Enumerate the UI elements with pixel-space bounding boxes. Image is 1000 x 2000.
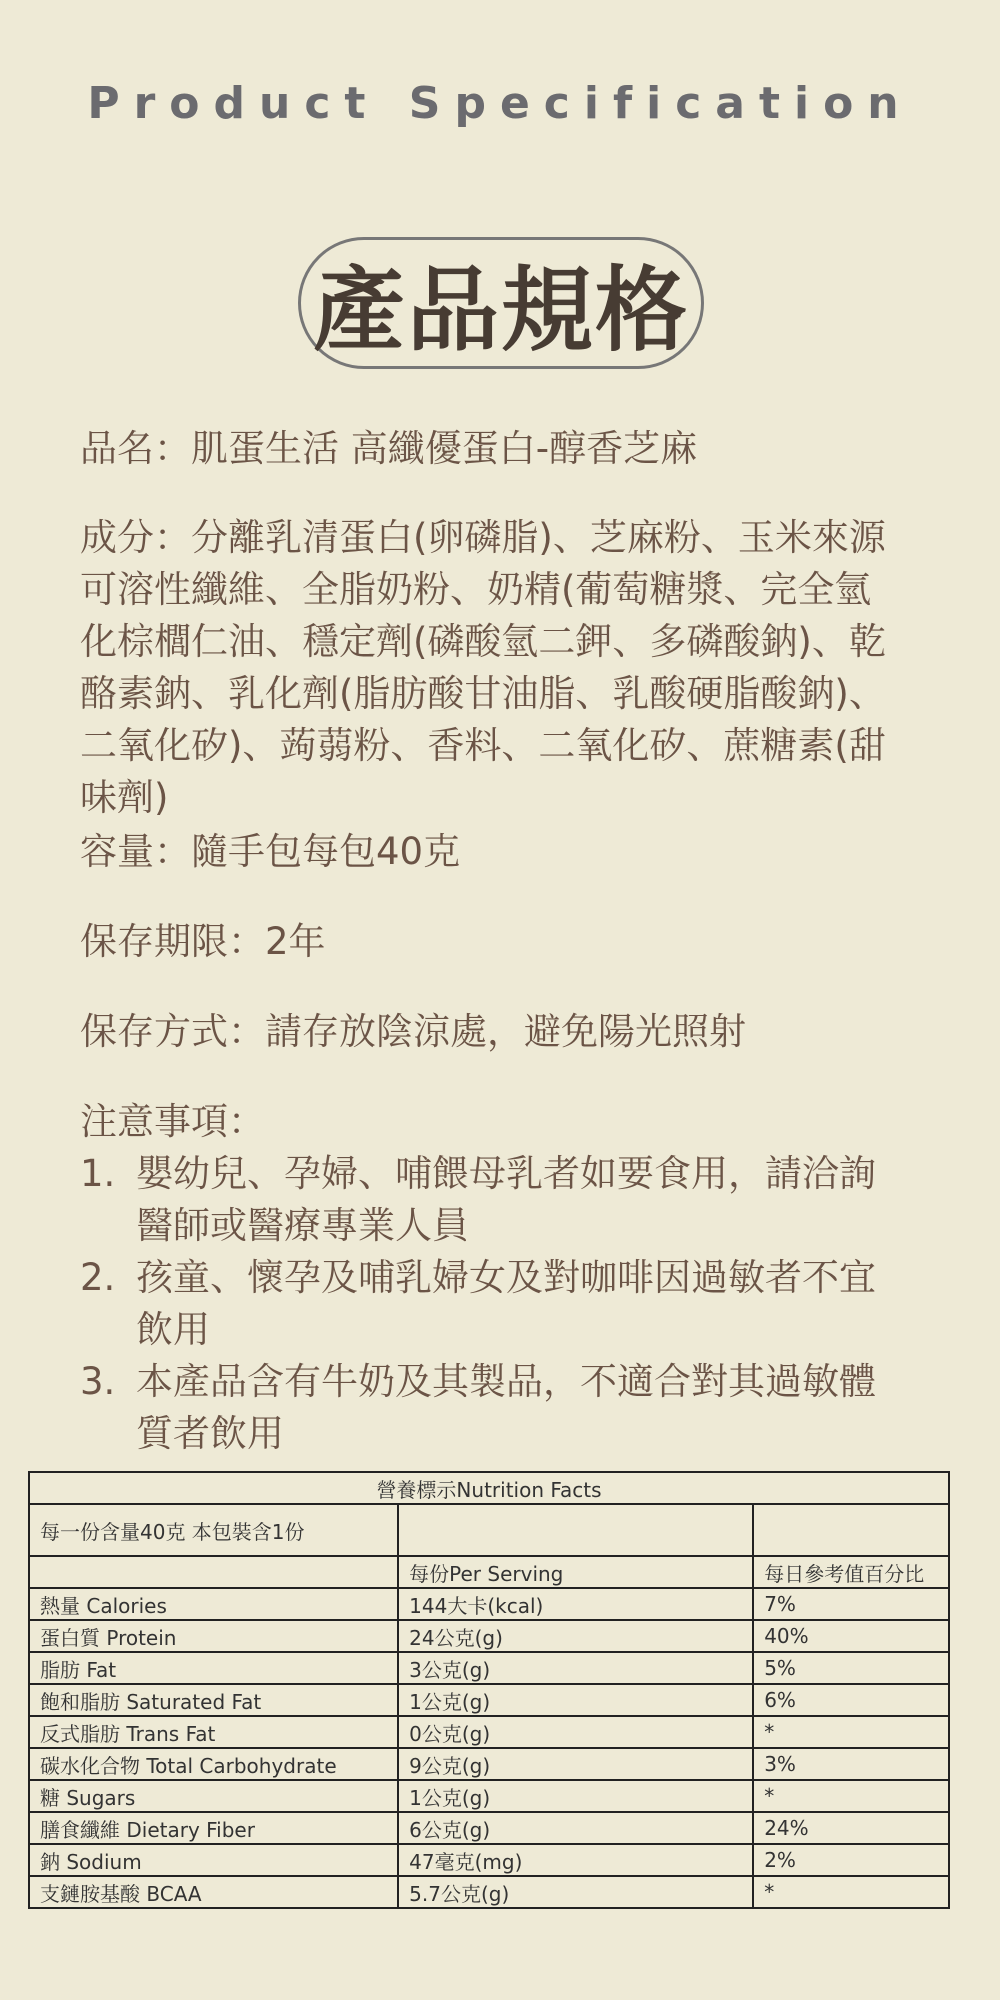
per-serving-value: 3公克(g): [398, 1652, 753, 1684]
serving-size: 每一份含量40克 本包裝含1份: [29, 1504, 398, 1556]
per-serving-value: 1公克(g): [398, 1780, 753, 1812]
nutrient-name: 糖 Sugars: [29, 1780, 398, 1812]
column-header-daily-value: 每日參考值百分比: [753, 1556, 949, 1588]
nutrient-name: 反式脂肪 Trans Fat: [29, 1716, 398, 1748]
note-text: 本產品含有牛奶及其製品，不適合對其過敏體質者飲用: [136, 1360, 876, 1455]
per-serving-value: 0公克(g): [398, 1716, 753, 1748]
daily-value: 7%: [753, 1588, 949, 1620]
nutrient-name: 飽和脂肪 Saturated Fat: [29, 1684, 398, 1716]
spec-label: 成分：: [80, 516, 191, 559]
column-header-row: [29, 1556, 949, 1588]
spec-value: 肌蛋生活 高纖優蛋白-醇香芝麻: [191, 427, 698, 470]
daily-value: 40%: [753, 1620, 949, 1652]
table-row: [29, 1780, 949, 1812]
daily-value: 24%: [753, 1812, 949, 1844]
title-pill: [298, 237, 704, 369]
per-serving-value: 47毫克(mg): [398, 1844, 753, 1876]
daily-value: 5%: [753, 1652, 949, 1684]
table-row: [29, 1748, 949, 1780]
daily-value: *: [753, 1780, 949, 1812]
note-item: [80, 1148, 900, 1252]
note-number: 3.: [80, 1360, 116, 1403]
spec-value: 2年: [265, 920, 326, 963]
product-specification-heading: Product Specification: [87, 78, 913, 129]
nutrient-name: 脂肪 Fat: [29, 1652, 398, 1684]
nutrient-name: 碳水化合物 Total Carbohydrate: [29, 1748, 398, 1780]
per-serving-value: 1公克(g): [398, 1684, 753, 1716]
nutrient-name: 膳食纖維 Dietary Fiber: [29, 1812, 398, 1844]
spec-ingredients: [80, 512, 906, 824]
table-row: [29, 1716, 949, 1748]
table-row: [29, 1812, 949, 1844]
nutrition-facts-table: [28, 1471, 950, 1909]
note-item: [80, 1356, 900, 1460]
spec-storage: [80, 1006, 920, 1058]
spec-label: 保存方式：: [80, 1010, 265, 1053]
spec-label: 保存期限：: [80, 920, 265, 963]
spec-notes: [80, 1096, 900, 1460]
daily-value: 3%: [753, 1748, 949, 1780]
daily-value: *: [753, 1716, 949, 1748]
nutrient-name: 蛋白質 Protein: [29, 1620, 398, 1652]
note-text: 孩童、懷孕及哺乳婦女及對咖啡因過敏者不宜飲用: [136, 1256, 876, 1351]
empty-cell: [398, 1504, 753, 1556]
table-row: [29, 1652, 949, 1684]
spec-value: 隨手包每包40克: [191, 830, 461, 873]
notes-heading: 注意事項：: [80, 1100, 265, 1143]
note-number: 1.: [80, 1152, 116, 1195]
note-item: [80, 1252, 900, 1356]
daily-value: *: [753, 1876, 949, 1908]
daily-value: 6%: [753, 1684, 949, 1716]
per-serving-value: 9公克(g): [398, 1748, 753, 1780]
per-serving-value: 24公克(g): [398, 1620, 753, 1652]
nutrient-name: 熱量 Calories: [29, 1588, 398, 1620]
table-row: [29, 1588, 949, 1620]
empty-cell: [29, 1556, 398, 1588]
per-serving-value: 6公克(g): [398, 1812, 753, 1844]
daily-value: 2%: [753, 1844, 949, 1876]
table-row: [29, 1844, 949, 1876]
spec-value: 請存放陰涼處，避免陽光照射: [265, 1010, 746, 1053]
spec-capacity: [80, 826, 920, 878]
spec-shelf-life: [80, 916, 920, 968]
per-serving-value: 144大卡(kcal): [398, 1588, 753, 1620]
table-row: [29, 1684, 949, 1716]
spec-product-name: [80, 423, 920, 475]
nutrient-name: 鈉 Sodium: [29, 1844, 398, 1876]
serving-row: [29, 1504, 949, 1556]
column-header-per-serving: 每份Per Serving: [398, 1556, 753, 1588]
notes-list: [80, 1148, 900, 1460]
per-serving-value: 5.7公克(g): [398, 1876, 753, 1908]
note-number: 2.: [80, 1256, 116, 1299]
table-row: [29, 1620, 949, 1652]
spec-label: 容量：: [80, 830, 191, 873]
table-row: [29, 1876, 949, 1908]
empty-cell: [753, 1504, 949, 1556]
spec-label: 品名：: [80, 427, 191, 470]
spec-value: 分離乳清蛋白(卵磷脂)、芝麻粉、玉米來源可溶性纖維、全脂奶粉、奶精(葡萄糖漿、完全氫化棕櫚仁油、穩定劑(磷酸氫二鉀、多磷酸鈉)、乾酪素鈉、乳化劑(脂肪酸甘油脂、乳酸硬脂酸鈉)、二氧化矽)、蒟蒻粉、香料、二氧化矽、蔗糖素(甜味劑): [80, 516, 886, 819]
page-title: 產品規格: [312, 257, 689, 364]
nutrient-name: 支鏈胺基酸 BCAA: [29, 1876, 398, 1908]
nutrition-header-row: [29, 1472, 949, 1504]
note-text: 嬰幼兒、孕婦、哺餵母乳者如要食用，請洽詢醫師或醫療專業人員: [136, 1152, 876, 1247]
nutrition-header: 營養標示Nutrition Facts: [29, 1472, 949, 1504]
